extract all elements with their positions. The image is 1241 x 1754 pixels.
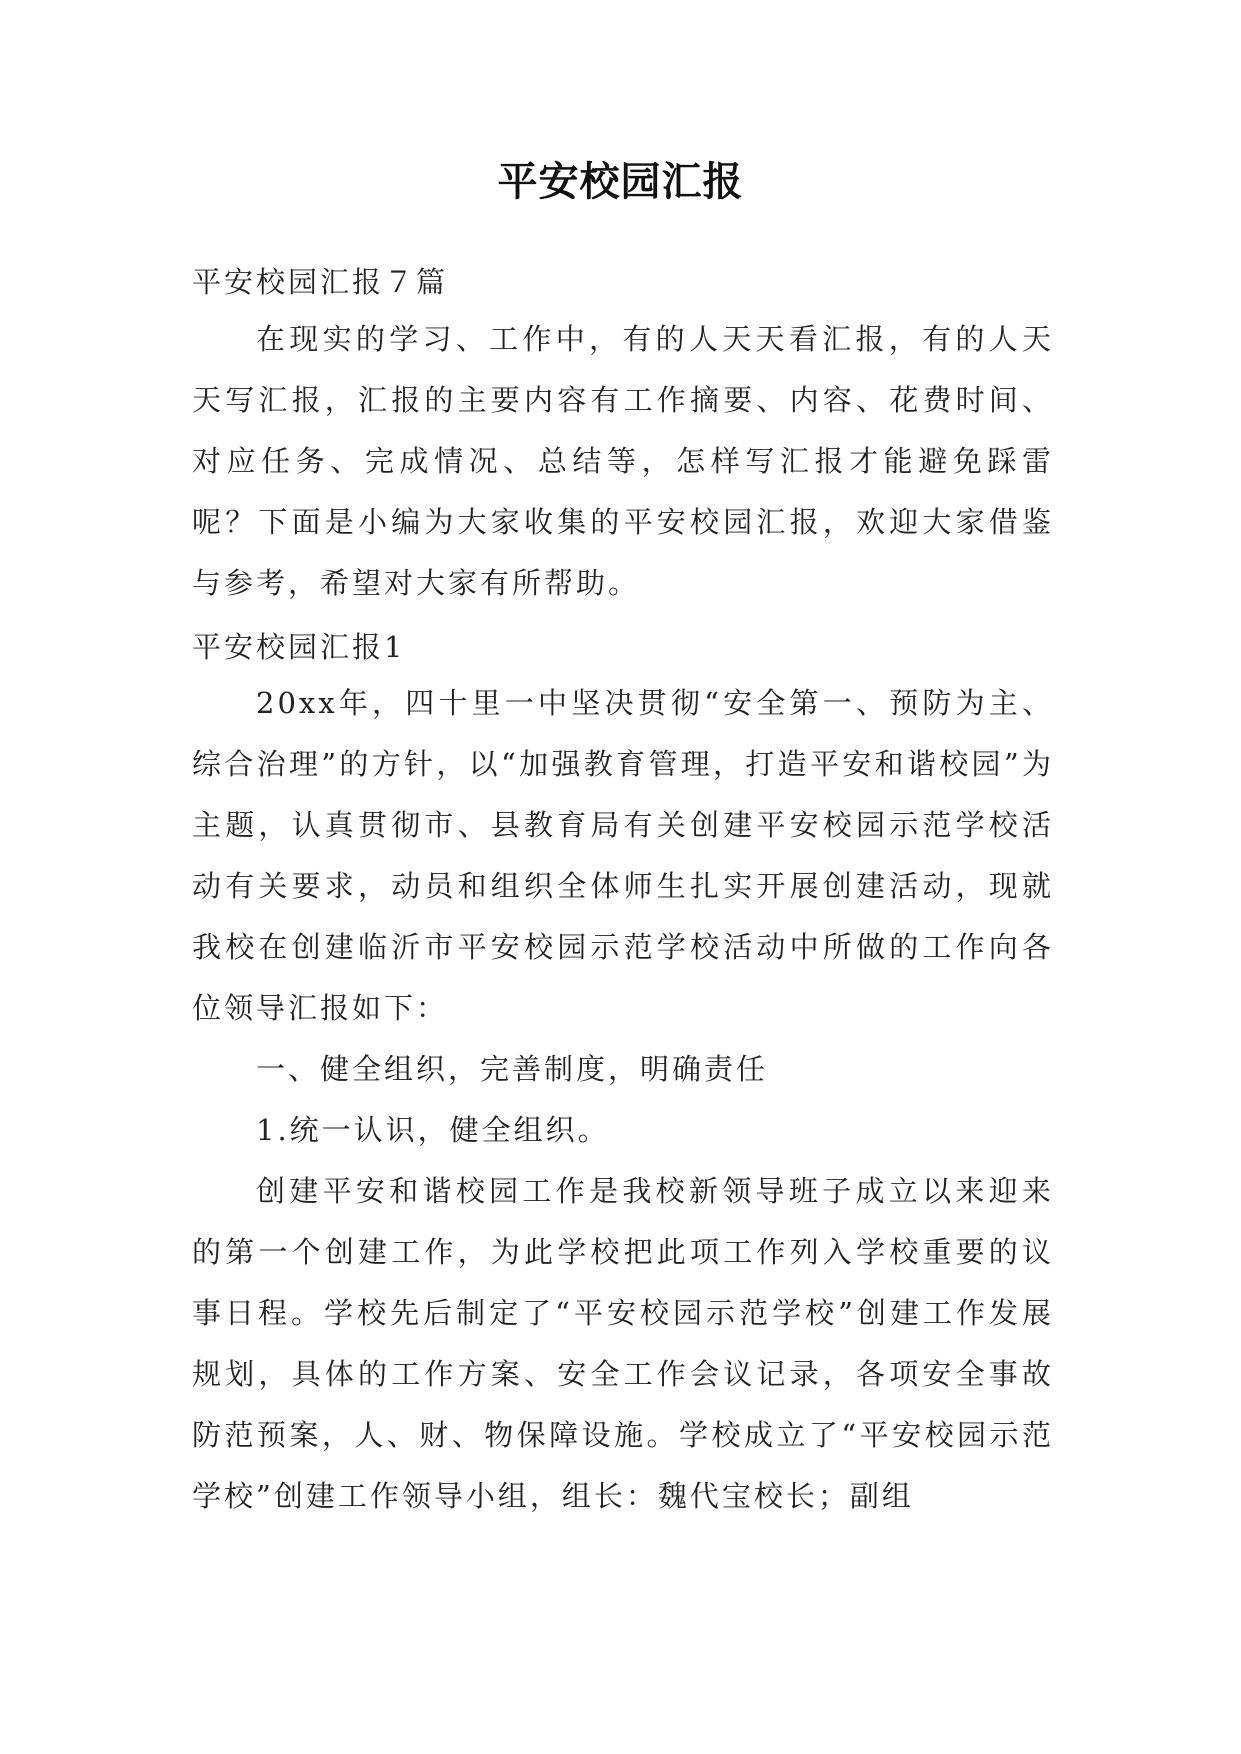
section-body-block	[192, 673, 1054, 1527]
section-heading: 平安校园汇报1	[192, 630, 406, 664]
body-paragraph: 20xx年，四十里一中坚决贯彻“安全第一、预防为主、综合治理”的方针，以“加强教育管理，打造平安和谐校园”为主题，认真贯彻市、县教育局有关创建平安校园示范学校活动有关要求，动员和组织全体师生扎实开展创建活动，现就我校在创建临沂市平安校园示范学校活动中所做的工作向各位领导汇报如下：	[192, 686, 1054, 1025]
document-subtitle: 平安校园汇报７篇	[192, 265, 449, 299]
intro-paragraph: 在现实的学习、工作中，有的人天天看汇报，有的人天天写汇报，汇报的主要内容有工作摘要、内容、花费时间、对应任务、完成情况、总结等，怎样写汇报才能避免踩雷呢？下面是小编为大家收集的平安校园汇报，欢迎大家借鉴与参考，希望对大家有所帮助。	[192, 322, 1054, 600]
body-paragraph: 创建平安和谐校园工作是我校新领导班子成立以来迎来的第一个创建工作，为此学校把此项工作列入学校重要的议事日程。学校先后制定了“平安校园示范学校”创建工作发展规划，具体的工作方案、安全工作会议记录，各项安全事故防范预案，人、财、物保障设施。学校成立了“平安校园示范学校”创建工作领导小组，组长：魏代宝校长；副组	[192, 1174, 1054, 1513]
subheading-unify: 1.统一认识，健全组织。	[256, 1113, 610, 1147]
intro-paragraph-block	[192, 309, 1054, 614]
subheading-organization: 一、健全组织，完善制度，明确责任	[256, 1052, 769, 1086]
document-title: 平安校园汇报	[497, 158, 744, 205]
